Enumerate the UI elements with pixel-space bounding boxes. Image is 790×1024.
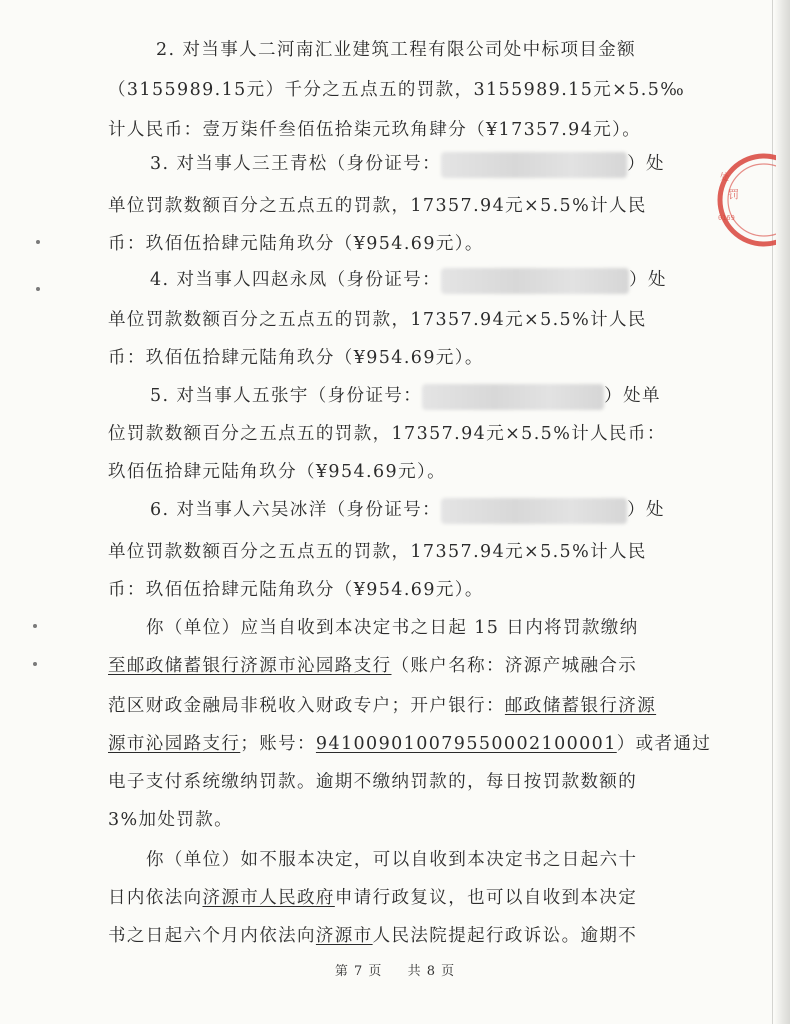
text-line [108,884,637,909]
line-text: 申请行政复议，也可以自收到本决定 [334,888,638,908]
text-line: 计人民币：壹万柒仟叁佰伍拾柒元玖角肆分（¥17357.94元）。 [108,120,642,140]
svg-text:罚: 罚 [728,188,739,201]
text-line [150,496,665,524]
svg-text:0169: 0169 [718,214,735,222]
underlined-bank: 邮政储蓄银行济源 [504,696,657,716]
line-text: ）处 [629,270,667,290]
line-text: 日内依法向 [108,888,203,908]
page-number: 第 7 页 [334,964,383,979]
text-line: 单位罚款数额百分之五点五的罚款，17357.94元×5.5%计人民 [108,310,647,330]
account-number: 941009010079550002100001 [315,734,617,754]
line-text: 5. 对当事人五张宇（身份证号： [150,386,423,406]
redacted-id-number [441,268,629,294]
line-text: ）处单 [604,386,661,406]
text-line: 单位罚款数额百分之五点五的罚款，17357.94元×5.5%计人民 [108,196,647,216]
text-line: 位罚款数额百分之五点五的罚款，17357.94元×5.5%计人民币： [108,424,666,444]
text-line [150,266,667,294]
binding-hole [36,287,40,291]
text-line: 你（单位）如不服本决定，可以自收到本决定书之日起六十 [146,850,638,870]
text-line: （3155989.15元）千分之五点五的罚款，3155989.15元×5.5‰ [108,80,686,100]
text-line [108,730,711,755]
line-text: （账户名称：济源产城融合示 [391,656,638,676]
text-line: 3%加处罚款。 [108,810,234,830]
text-line: 你（单位）应当自收到本决定书之日起 15 日内将罚款缴纳 [146,618,639,638]
binding-hole [36,240,40,244]
line-text: 4. 对当事人四赵永凤（身份证号： [150,270,442,290]
redacted-id-number [441,498,627,524]
text-line [108,922,637,947]
underlined-authority: 济源市人民政府 [202,888,335,908]
official-seal-partial [706,150,776,250]
text-line: 电子支付系统缴纳罚款。逾期不缴纳罚款的，每日按罚款数额的 [108,772,638,792]
underlined-authority: 济源市 [315,926,373,946]
redacted-id-number [422,384,604,410]
underlined-bank: 至邮政储蓄银行济源市沁园路支行 [108,656,392,676]
text-line [150,150,665,178]
line-text: 书之日起六个月内依法向 [108,926,316,946]
line-text: ；账号： [240,734,316,754]
text-line [150,382,661,410]
binding-hole [33,662,37,666]
binding-hole [33,624,37,628]
text-line: 币：玖佰伍拾肆元陆角玖分（¥954.69元）。 [108,234,484,254]
text-line: 2. 对当事人二河南汇业建筑工程有限公司处中标项目金额 [156,40,637,60]
text-line: 玖佰伍拾肆元陆角玖分（¥954.69元）。 [108,462,447,482]
text-line: 币：玖佰伍拾肆元陆角玖分（¥954.69元）。 [108,580,484,600]
line-text: 3. 对当事人三王青松（身份证号： [150,154,442,174]
page-footer [0,960,790,979]
svg-text:处: 处 [720,173,730,183]
text-line [108,692,656,717]
page-total: 共 8 页 [407,964,456,979]
redacted-id-number [441,152,627,178]
line-text: 6. 对当事人六吴冰洋（身份证号： [150,500,442,520]
line-text: ）处 [627,154,665,174]
line-text: ）处 [627,500,665,520]
text-line [108,652,637,677]
line-text: ）或者通过 [616,734,712,754]
line-text: 范区财政金融局非税收入财政专户；开户银行： [108,696,505,716]
page-edge-shadow [774,0,790,1024]
underlined-bank: 源市沁园路支行 [108,734,241,754]
text-line: 单位罚款数额百分之五点五的罚款，17357.94元×5.5%计人民 [108,542,647,562]
line-text: 人民法院提起行政诉讼。逾期不 [372,926,638,946]
text-line: 币：玖佰伍拾肆元陆角玖分（¥954.69元）。 [108,348,484,368]
